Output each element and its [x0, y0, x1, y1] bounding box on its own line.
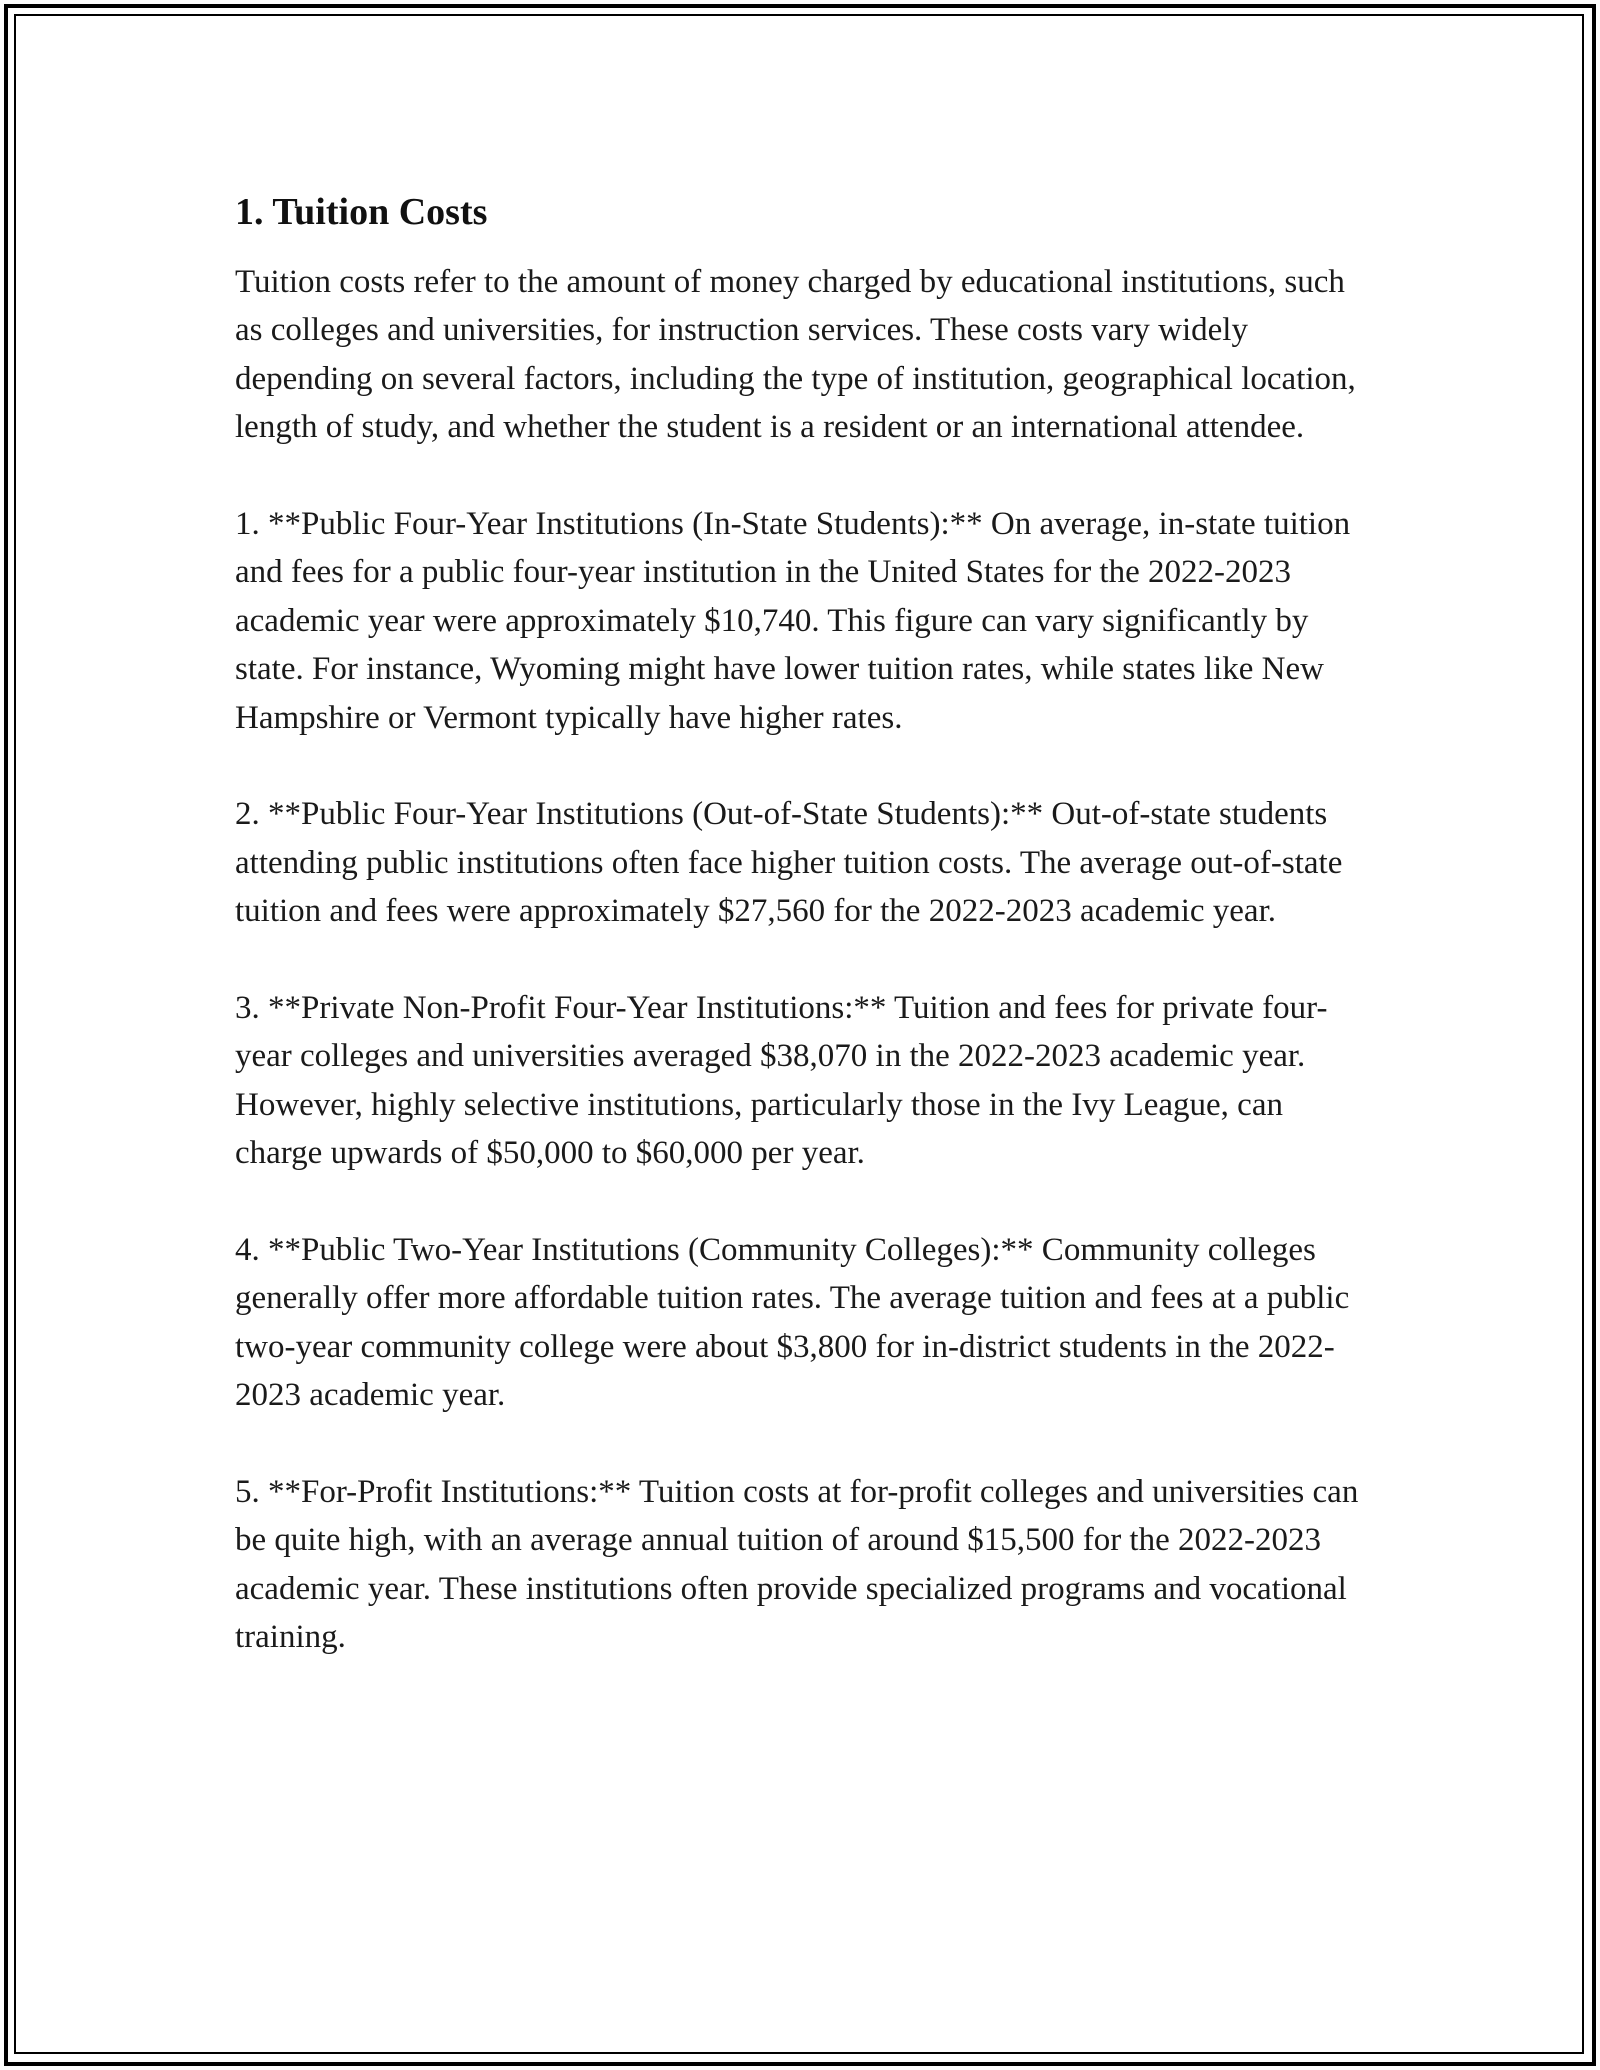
- section-heading: 1. Tuition Costs: [235, 191, 488, 233]
- list-item-private-non-profit: 3. **Private Non-Profit Four-Year Institutions:** Tuition and fees for private four-year colleges and universities averaged $38,070 in the 2022-2023 academic year. However, highly selective institutions, particularly those in the Ivy League, can charge upwards of $50,000 to $60,000 per year.: [235, 990, 1328, 1172]
- intro-paragraph: Tuition costs refer to the amount of money charged by educational institutions, such as colleges and universities, for instruction services. These costs vary widely depending on several factors, including the type of institution, geographical location, length of study, and whether the student is a resident or an international attendee.: [235, 264, 1356, 446]
- list-item-for-profit: 5. **For-Profit Institutions:** Tuition costs at for-profit colleges and universities can be quite high, with an average annual tuition of around $15,500 for the 2022-2023 academic year. These institutions often provide specialized programs and vocational training.: [235, 1474, 1359, 1656]
- list-item-public-in-state: 1. **Public Four-Year Institutions (In-State Students):** On average, in-state tuition and fees for a public four-year institution in the United States for the 2022-2023 academic year were approximately $10,740. This figure can vary significantly by state. For instance, Wyoming might have lower tuition rates, while states like New Hampshire or Vermont typically have higher rates.: [235, 506, 1351, 736]
- document-body: [235, 186, 1365, 1662]
- list-item-community-colleges: 4. **Public Two-Year Institutions (Community Colleges):** Community colleges generally offer more affordable tuition rates. The average tuition and fees at a public two-year community college were about $3,800 for in-district students in the 2022-2023 academic year.: [235, 1232, 1350, 1414]
- list-item-public-out-of-state: 2. **Public Four-Year Institutions (Out-of-State Students):** Out-of-state students attending public institutions often face higher tuition costs. The average out-of-state tuition and fees were approximately $27,560 for the 2022-2023 academic year.: [235, 796, 1343, 930]
